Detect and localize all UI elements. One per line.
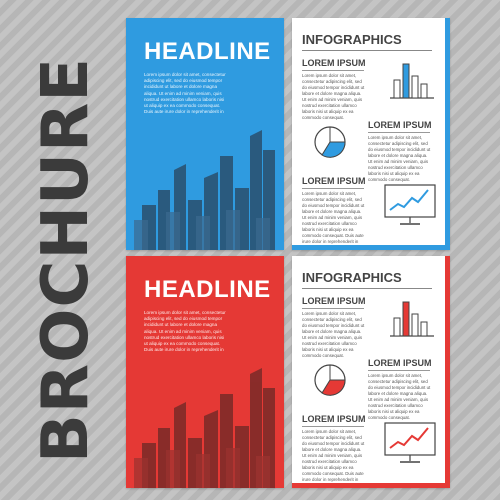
cover-body-text bbox=[144, 310, 236, 353]
section-heading: LOREM IPSUM bbox=[302, 296, 366, 306]
cover-text-line: Lorem ipsum dolor sit amet, consectetur bbox=[144, 310, 226, 315]
section-divider bbox=[368, 132, 430, 133]
cover-page-red bbox=[126, 256, 284, 488]
cover-text-line: nostrud exercitation ullamco laboris nisi bbox=[144, 96, 225, 102]
section-heading: LOREM IPSUM bbox=[368, 120, 432, 130]
monitor-line-chart-icon bbox=[382, 182, 438, 228]
section-heading: LOREM IPSUM bbox=[368, 358, 432, 368]
cover-text-line: incididunt ut labore et dolore magna bbox=[144, 322, 218, 328]
infographics-title: INFOGRAPHICS bbox=[302, 32, 402, 47]
city-skyline-icon bbox=[126, 368, 284, 488]
pie-chart-icon bbox=[310, 360, 350, 400]
cover-text-line: ut aliquip ex ea commodo consequat. bbox=[144, 103, 221, 109]
section-text: Lorem ipsum dolor sit amet, consectetur adipiscing elit, sed do eiusmod tempor incididunt ut labore et dolore magna aliqua. Ut enim ad minim veniam, quis nostrud exercitation ullamco laboris nisi ut aliquip ex ea commodo consequat. Duis aute irure dolor in reprehenderit in bbox=[302, 429, 365, 482]
cover-text-line: adipiscing elit, sed do eiusmod tempor bbox=[144, 316, 223, 322]
infographics-page-red bbox=[292, 256, 450, 488]
section-heading: LOREM IPSUM bbox=[302, 414, 366, 424]
bar-chart-icon bbox=[386, 296, 438, 340]
infographics-page-blue bbox=[292, 18, 450, 250]
cover-page-blue bbox=[126, 18, 284, 250]
section-divider bbox=[302, 308, 364, 309]
section-divider bbox=[302, 188, 364, 189]
pie-chart-icon bbox=[310, 122, 350, 162]
section-text: Lorem ipsum dolor sit amet, consectetur adipiscing elit, sed do eiusmod tempor incididunt ut labore et dolore magna aliqua. Ut enim ad minim veniam, quis nostrud exercitation ullamco laboris nisi ut aliquip ex ea commodo consequat. bbox=[302, 311, 365, 358]
section-heading: LOREM IPSUM bbox=[302, 176, 366, 186]
title-divider bbox=[302, 50, 432, 51]
cover-body-text bbox=[144, 72, 236, 115]
section-text: Lorem ipsum dolor sit amet, consectetur adipiscing elit, sed do eiusmod tempor incididunt ut labore et dolore magna aliqua. Ut enim ad minim veniam, quis nostrud exercitation ullamco laboris nisi ut aliquip ex ea commodo consequat. bbox=[302, 73, 365, 120]
title-divider bbox=[302, 288, 432, 289]
monitor-line-chart-icon bbox=[382, 420, 438, 466]
section-text: Lorem ipsum dolor sit amet, consectetur adipiscing elit, sed do eiusmod tempor incididunt ut labore et dolore magna aliqua. Ut enim ad minim veniam, quis nostrud exercitation ullamco laboris nisi ut aliquip ex ea commodo consequat. Duis aute irure dolor in reprehenderit in bbox=[302, 191, 365, 244]
section-heading: LOREM IPSUM bbox=[302, 58, 366, 68]
bar-chart-icon bbox=[386, 58, 438, 102]
cover-text-line: nostrud exercitation ullamco laboris nisi bbox=[144, 334, 225, 340]
brochure-title: BROCHURE bbox=[29, 57, 103, 463]
cover-headline: HEADLINE bbox=[144, 38, 271, 65]
cover-text-line: adipiscing elit, sed do eiusmod tempor bbox=[144, 78, 223, 84]
section-divider bbox=[302, 426, 364, 427]
section-divider bbox=[368, 370, 430, 371]
cover-text-line: aliqua. Ut enim ad minim veniam, quis bbox=[144, 90, 222, 96]
cover-text-line: Duis aute irure dolor in reprehenderit in bbox=[144, 347, 224, 353]
city-skyline-icon bbox=[126, 130, 284, 250]
cover-text-line: Lorem ipsum dolor sit amet, consectetur bbox=[144, 72, 226, 77]
section-text: Lorem ipsum dolor sit amet, consectetur adipiscing elit, sed do eiusmod tempor incididunt ut labore et dolore magna aliqua. Ut enim ad minim veniam, quis nostrud exercitation ullamco laboris nisi ut aliquip ex ea commodo consequat. bbox=[368, 373, 431, 420]
cover-text-line: incididunt ut labore et dolore magna bbox=[144, 84, 218, 90]
cover-text-line: Duis aute irure dolor in reprehenderit in bbox=[144, 109, 224, 115]
infographics-title: INFOGRAPHICS bbox=[302, 270, 402, 285]
cover-headline: HEADLINE bbox=[144, 276, 271, 303]
section-divider bbox=[302, 70, 364, 71]
cover-text-line: ut aliquip ex ea commodo consequat. bbox=[144, 341, 221, 347]
cover-text-line: aliqua. Ut enim ad minim veniam, quis bbox=[144, 328, 222, 334]
section-text: Lorem ipsum dolor sit amet, consectetur adipiscing elit, sed do eiusmod tempor incididunt ut labore et dolore magna aliqua. Ut enim ad minim veniam, quis nostrud exercitation ullamco laboris nisi ut aliquip ex ea commodo consequat. bbox=[368, 135, 431, 182]
